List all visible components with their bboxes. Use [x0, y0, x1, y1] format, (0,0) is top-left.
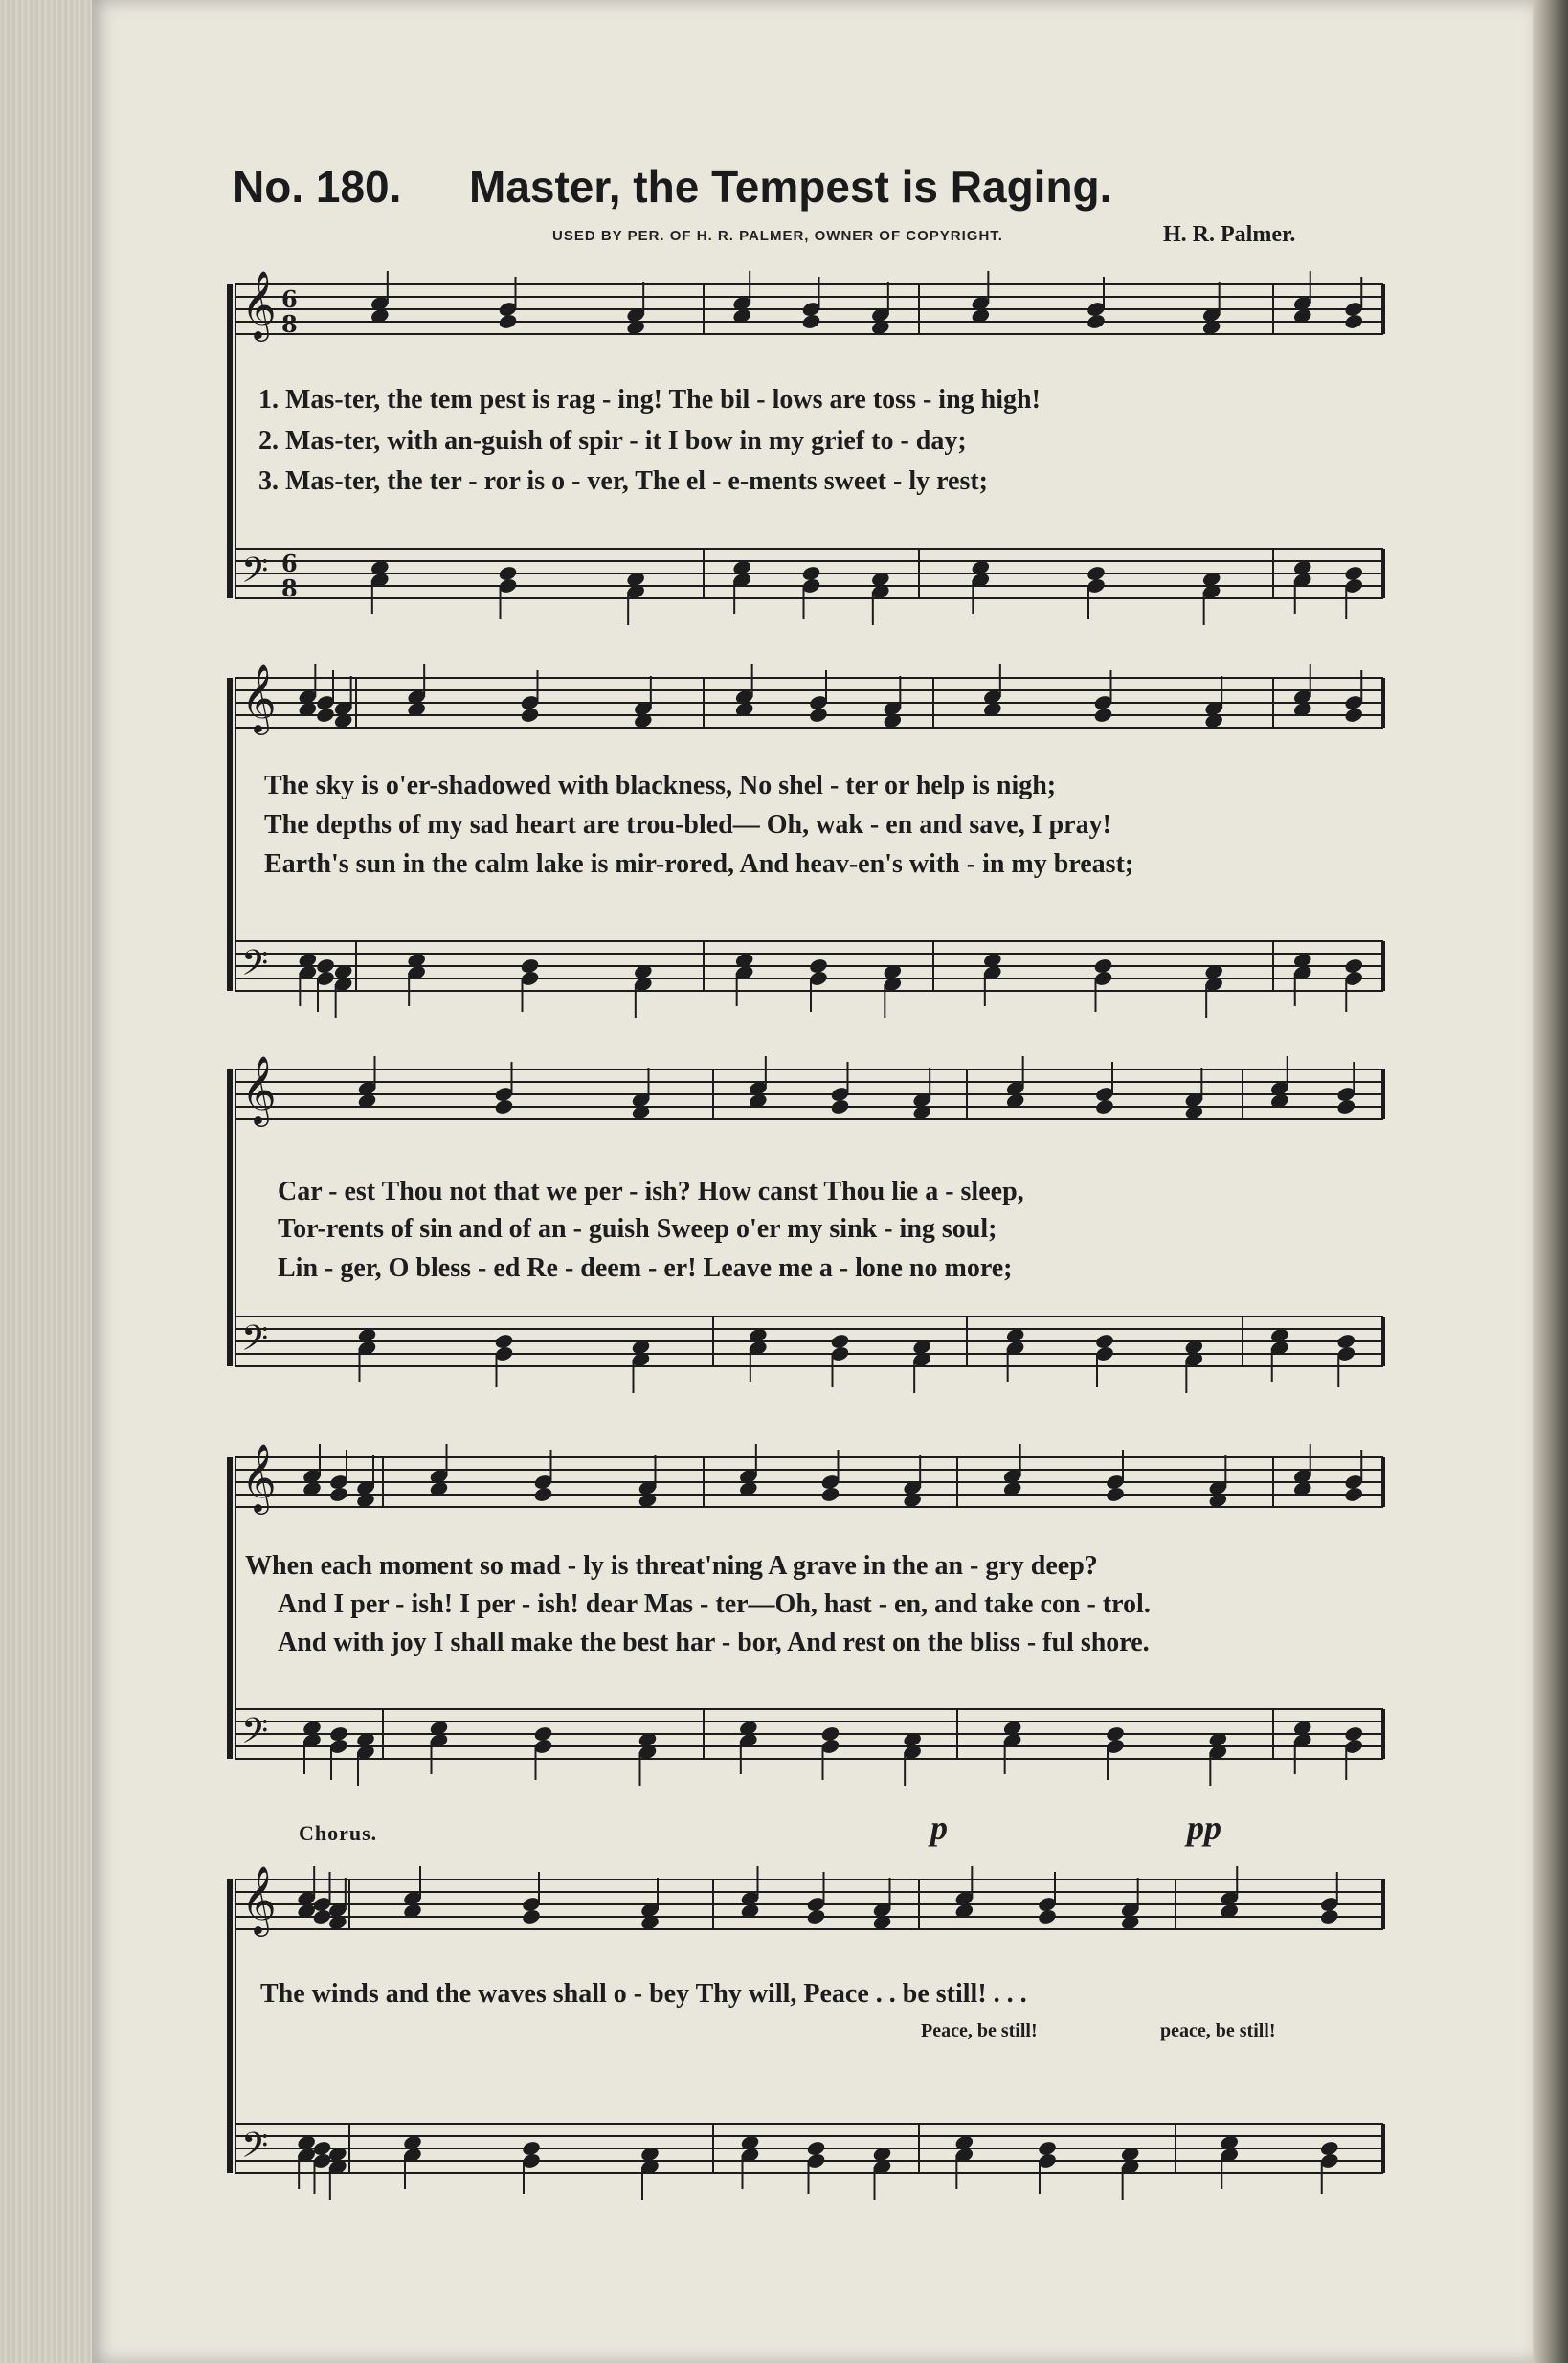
- treble-note: [1093, 707, 1113, 724]
- treble-note: [808, 707, 828, 724]
- treble-clef-5: 𝄞: [241, 1864, 277, 1934]
- bass-clef-3: 𝄢: [241, 1318, 269, 1367]
- treble-note: [1344, 1486, 1364, 1503]
- treble-clef-4: 𝄞: [241, 1442, 277, 1512]
- treble-note: [1086, 313, 1106, 330]
- verse-3-line-2: Earth's sun in the calm lake is mir-rored, And heav-en's with - in my breast;: [264, 849, 1134, 879]
- chorus-label: Chorus.: [299, 1821, 378, 1845]
- verse-3-line-1: 3. Mas-ter, the ter - ror is o - ver, The el - e-ments sweet - ly rest;: [258, 466, 989, 496]
- verse-1-line-1: 1. Mas-ter, the tem pest is rag - ing! The bil - lows are toss - ing high!: [258, 385, 1041, 415]
- treble-note: [521, 1908, 541, 1925]
- time-signature-bottom: 8: [281, 574, 298, 602]
- time-signature-bottom: 8: [281, 310, 298, 338]
- treble-note: [1094, 1098, 1114, 1115]
- time-signature-top: 6: [281, 285, 298, 313]
- verse-2-line-1: 2. Mas-ter, with an-guish of spir - it I bow in my grief to - day;: [258, 426, 967, 456]
- treble-note: [1344, 313, 1364, 330]
- treble-note: [328, 1486, 348, 1503]
- verse-1-line-3: Car - est Thou not that we per - ish? How canst Thou lie a - sleep,: [278, 1177, 1024, 1206]
- verse-3-line-3: Lin - ger, O bless - ed Re - deem - er! Leave me a - lone no more;: [278, 1253, 1013, 1283]
- treble-clef-3: 𝄞: [241, 1054, 277, 1124]
- bass-clef-4: 𝄢: [241, 1711, 269, 1760]
- verse-2-line-4: And I per - ish! I per - ish! dear Mas - ter—Oh, hast - en, and take con - trol.: [278, 1589, 1151, 1619]
- treble-note: [1037, 1908, 1057, 1925]
- time-signature-top: 6: [281, 550, 298, 577]
- chorus-echo-2: peace, be still!: [1160, 2020, 1276, 2041]
- treble-note: [830, 1098, 850, 1115]
- treble-clef-2: 𝄞: [241, 663, 277, 732]
- verse-1-line-2: The sky is o'er-shadowed with blackness, No shel - ter or help is nigh;: [264, 771, 1057, 800]
- chorus-echo-1: Peace, be still!: [921, 2020, 1038, 2041]
- chorus-lyric: The winds and the waves shall o - bey Thy will, Peace . . be still! . . .: [260, 1979, 1027, 2009]
- treble-note: [315, 707, 335, 724]
- treble-note: [1105, 1486, 1125, 1503]
- treble-note: [1344, 707, 1364, 724]
- bass-clef-2: 𝄢: [241, 943, 269, 992]
- hymn-number: No. 180.: [233, 162, 402, 212]
- treble-note: [801, 313, 821, 330]
- treble-note: [806, 1908, 826, 1925]
- treble-note: [533, 1486, 553, 1503]
- verse-2-line-2: The depths of my sad heart are trou-bled— Oh, wak - en and save, I pray!: [264, 810, 1111, 840]
- verse-3-line-4: And with joy I shall make the best har - bor, And rest on the bliss - ful shore.: [278, 1628, 1150, 1657]
- bass-clef-5: 𝄢: [241, 2126, 269, 2174]
- treble-note: [312, 1908, 332, 1925]
- treble-clef-1: 𝄞: [241, 269, 277, 339]
- verse-1-line-4: When each moment so mad - ly is threat'ning A grave in the an - gry deep?: [245, 1551, 1098, 1581]
- hymn-title: Master, the Tempest is Raging.: [469, 162, 1112, 212]
- treble-note: [520, 707, 540, 724]
- treble-note: [494, 1098, 514, 1115]
- treble-note: [1336, 1098, 1356, 1115]
- treble-note: [820, 1486, 840, 1503]
- dynamic-piano: p: [930, 1809, 948, 1847]
- composer-credit: H. R. Palmer.: [1163, 222, 1296, 247]
- dynamic-pianissimo: pp: [1187, 1809, 1221, 1847]
- verse-2-line-3: Tor-rents of sin and of an - guish Sweep o'er my sink - ing soul;: [278, 1214, 997, 1244]
- copyright-permission: USED BY PER. OF H. R. PALMER, OWNER OF COPYRIGHT.: [552, 228, 1003, 244]
- bass-clef-1: 𝄢: [241, 551, 269, 599]
- treble-note: [1319, 1908, 1339, 1925]
- treble-note: [498, 313, 518, 330]
